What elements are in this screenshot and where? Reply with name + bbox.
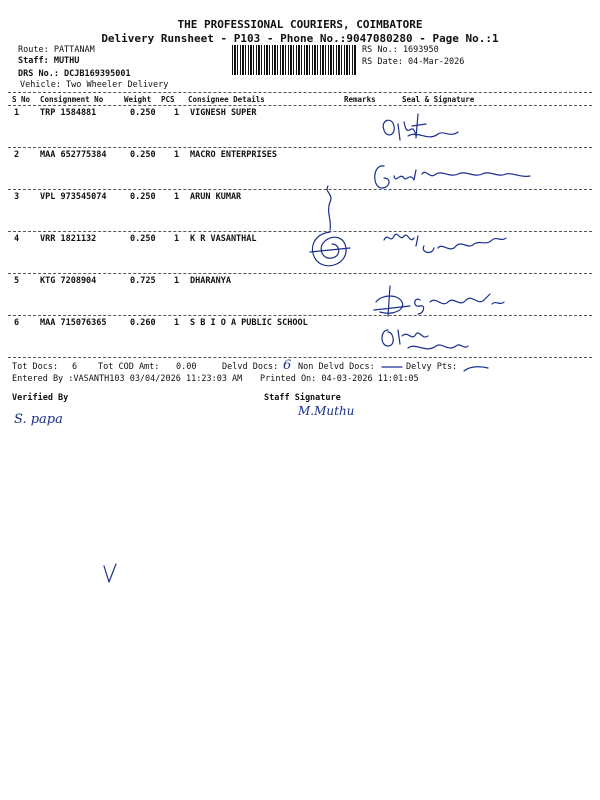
row-weight: 0.250 (130, 108, 156, 118)
row-weight: 0.250 (130, 234, 156, 244)
col-pcs: PCS (161, 95, 175, 104)
runsheet-subtitle: Delivery Runsheet - P103 - Phone No.:9047080280 - Page No.:1 (101, 32, 499, 45)
row-sno: 1 (14, 108, 20, 118)
entered-by: Entered By :VASANTH103 03/04/2026 11:23:03 AM (12, 374, 243, 384)
printed-on: Printed On: 04-03-2026 11:01:05 (260, 374, 419, 384)
divider (8, 105, 592, 106)
signature-row2 (370, 158, 550, 194)
row-consignee: DHARANYA (190, 276, 231, 286)
rs-number: RS No.: 1693950 (362, 45, 439, 55)
row-consignment: VRR 1821132 (40, 234, 97, 244)
staff-label: Staff: MUTHU (18, 56, 80, 66)
signature-row5 (372, 284, 522, 324)
signature-row4 (380, 226, 510, 266)
row-pcs: 1 (174, 192, 180, 202)
rs-date: RS Date: 04-Mar-2026 (362, 57, 465, 67)
col-consignment: Consignment No (40, 95, 104, 104)
row-consignee: S B I O A PUBLIC SCHOOL (190, 318, 308, 328)
row-sno: 4 (14, 234, 20, 244)
row-weight: 0.260 (130, 318, 156, 328)
vehicle-label: Vehicle: Two Wheeler Delivery (20, 80, 169, 90)
row-pcs: 1 (174, 150, 180, 160)
signature-row3-4 (302, 182, 362, 278)
row-consignment: VPL 973545074 (40, 192, 107, 202)
row-consignee: K R VASANTHAL (190, 234, 257, 244)
drs-label: DRS No.: DCJB169395001 (18, 69, 131, 79)
cod-value: 0.00 (176, 362, 197, 372)
staff-signature-label: Staff Signature (264, 393, 341, 403)
row-sno: 6 (14, 318, 20, 328)
row-pcs: 1 (174, 276, 180, 286)
row-pcs: 1 (174, 108, 180, 118)
divider (8, 357, 592, 358)
company-title: THE PROFESSIONAL COURIERS, COIMBATORE (177, 18, 423, 31)
tot-docs-value: 6 (72, 362, 78, 372)
row-weight: 0.250 (130, 192, 156, 202)
row-sno: 2 (14, 150, 20, 160)
row-consignee: VIGNESH SUPER (190, 108, 257, 118)
barcode (232, 45, 356, 75)
col-weight: Weight (124, 95, 152, 104)
row-consignee: ARUN KUMAR (190, 192, 242, 202)
delvd-docs-value: 6 (283, 358, 292, 373)
row-pcs: 1 (174, 234, 180, 244)
row-consignment: MAA 652775384 (40, 150, 107, 160)
tot-docs-label: Tot Docs: (12, 362, 59, 372)
divider (8, 273, 592, 274)
table-row (0, 192, 600, 206)
delvy-pts-dash (462, 364, 490, 374)
check-mark (100, 562, 120, 586)
row-sno: 3 (14, 192, 20, 202)
col-sno: S No (12, 95, 31, 104)
divider (8, 92, 592, 93)
verified-signature: S. papa (14, 412, 63, 427)
verified-by-label: Verified By (12, 393, 69, 403)
delvy-pts-label: Delvy Pts: (406, 362, 458, 372)
col-seal: Seal & Signature (402, 95, 475, 104)
route-label: Route: PATTANAM (18, 45, 95, 55)
row-weight: 0.725 (130, 276, 156, 286)
table-row (0, 108, 600, 122)
row-pcs: 1 (174, 318, 180, 328)
non-delvd-dash (380, 364, 404, 370)
signature-row6 (378, 326, 478, 362)
staff-signature: M.Muthu (298, 404, 355, 418)
table-row (0, 234, 600, 248)
row-weight: 0.250 (130, 150, 156, 160)
row-consignment: MAA 715076365 (40, 318, 107, 328)
row-sno: 5 (14, 276, 20, 286)
cod-label: Tot COD Amt: (98, 362, 160, 372)
col-remarks: Remarks (344, 95, 376, 104)
row-consignee: MACRO ENTERPRISES (190, 150, 277, 160)
divider (8, 147, 592, 148)
signature-row1 (378, 112, 478, 152)
delvd-docs-label: Delvd Docs: (222, 362, 279, 372)
row-consignment: TRP 1584881 (40, 108, 97, 118)
col-consignee: Consignee Details (188, 95, 265, 104)
row-consignment: KTG 7208904 (40, 276, 97, 286)
non-delvd-label: Non Delvd Docs: (298, 362, 375, 372)
